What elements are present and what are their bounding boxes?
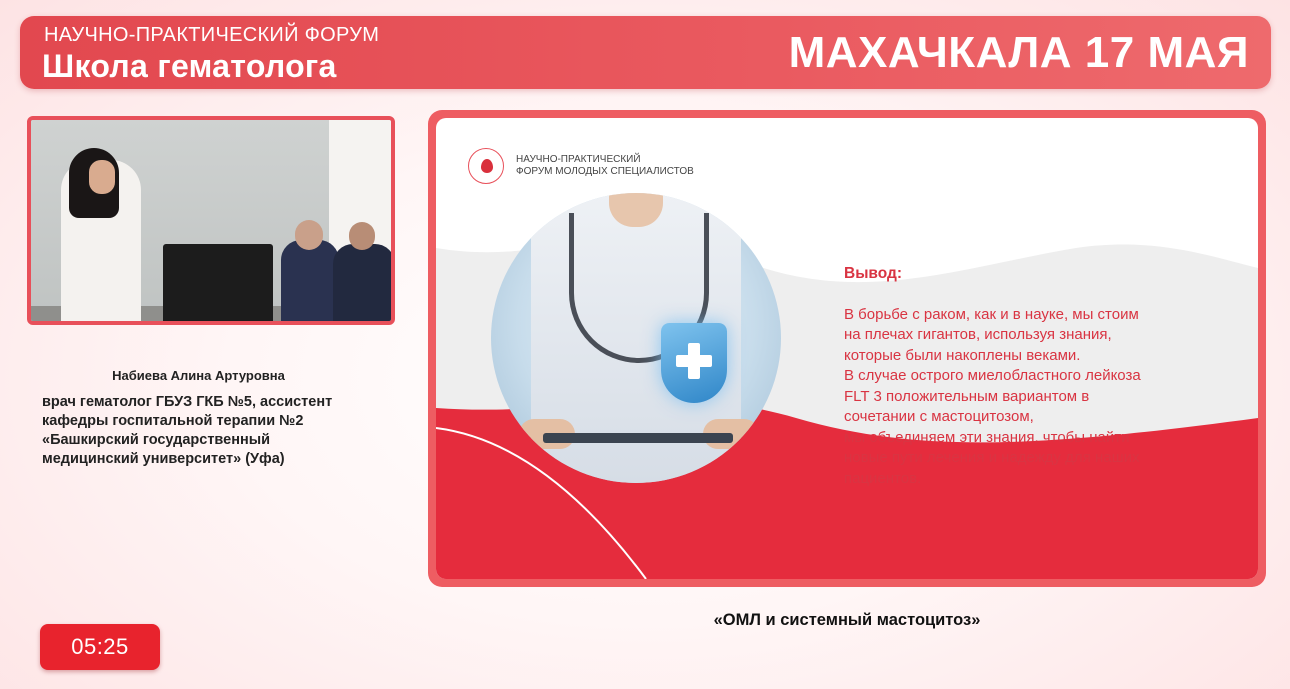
- speaker-role-line: «Башкирский государственный: [42, 432, 271, 448]
- conclusion-line: на плечах гигантов, используя знания,: [844, 326, 1112, 343]
- countdown-timer: 05:25: [40, 624, 160, 670]
- conclusion-line: пациентов.: [844, 469, 922, 487]
- blood-drop-icon: [481, 159, 493, 173]
- conclusion-line: В случае острого миелобластного лейкоза: [844, 367, 1141, 384]
- speaker-role-line: медицинский университет» (Уфа): [42, 451, 285, 467]
- speaker-role-line: врач гематолог ГБУЗ ГКБ №5, ассистент: [42, 394, 333, 410]
- speaker-role: [42, 393, 382, 469]
- video-panel-member-2-head: [349, 222, 375, 250]
- conclusion-line: В борьбе с раком, как и в науке, мы стоим: [844, 305, 1139, 323]
- speaker-video: [27, 116, 395, 325]
- video-monitor: [163, 244, 273, 324]
- conclusion-line: мы объединяем эти знания, чтобы найти: [844, 428, 1130, 446]
- header-subtitle: НАУЧНО-ПРАКТИЧЕСКИЙ ФОРУМ: [44, 24, 380, 46]
- video-speaker-face: [89, 160, 115, 194]
- conclusion-heading: Вывод:: [844, 265, 903, 282]
- presentation-slide-frame: [428, 110, 1266, 587]
- conclusion-line: сочетании с мастоцитозом,: [844, 408, 1034, 425]
- conclusion-line: новые пути лечения и надежду для наших: [844, 449, 1140, 466]
- header-city-date: МАХАЧКАЛА 17 МАЯ: [788, 28, 1249, 77]
- doctor-photo: [491, 193, 781, 483]
- talk-title: «ОМЛ и системный мастоцитоз»: [713, 611, 981, 629]
- forum-logo-icon: [468, 148, 504, 184]
- medical-shield-icon: [661, 323, 727, 403]
- video-panel-member-1-head: [295, 220, 323, 250]
- forum-logo-text: [516, 154, 694, 178]
- conclusion-line: которые были накоплены веками.: [844, 346, 1081, 364]
- video-panel-member-2: [333, 244, 395, 324]
- event-header: [20, 16, 1271, 89]
- speaker-role-line: кафедры госпитальной терапии №2: [42, 413, 304, 429]
- logo-text-line: ФОРУМ МОЛОДЫХ СПЕЦИАЛИСТОВ: [516, 166, 694, 177]
- speaker-name: Набиева Алина Артуровна: [112, 368, 285, 383]
- tablet-device: [543, 433, 733, 443]
- header-title: Школа гематолога: [42, 48, 337, 84]
- presentation-slide: [436, 118, 1258, 579]
- logo-text-line: НАУЧНО-ПРАКТИЧЕСКИЙ: [516, 154, 641, 165]
- slide-conclusion: [844, 264, 1204, 489]
- conclusion-line: FLT 3 положительным вариантом в: [844, 387, 1090, 405]
- video-panel-member-1: [281, 240, 339, 325]
